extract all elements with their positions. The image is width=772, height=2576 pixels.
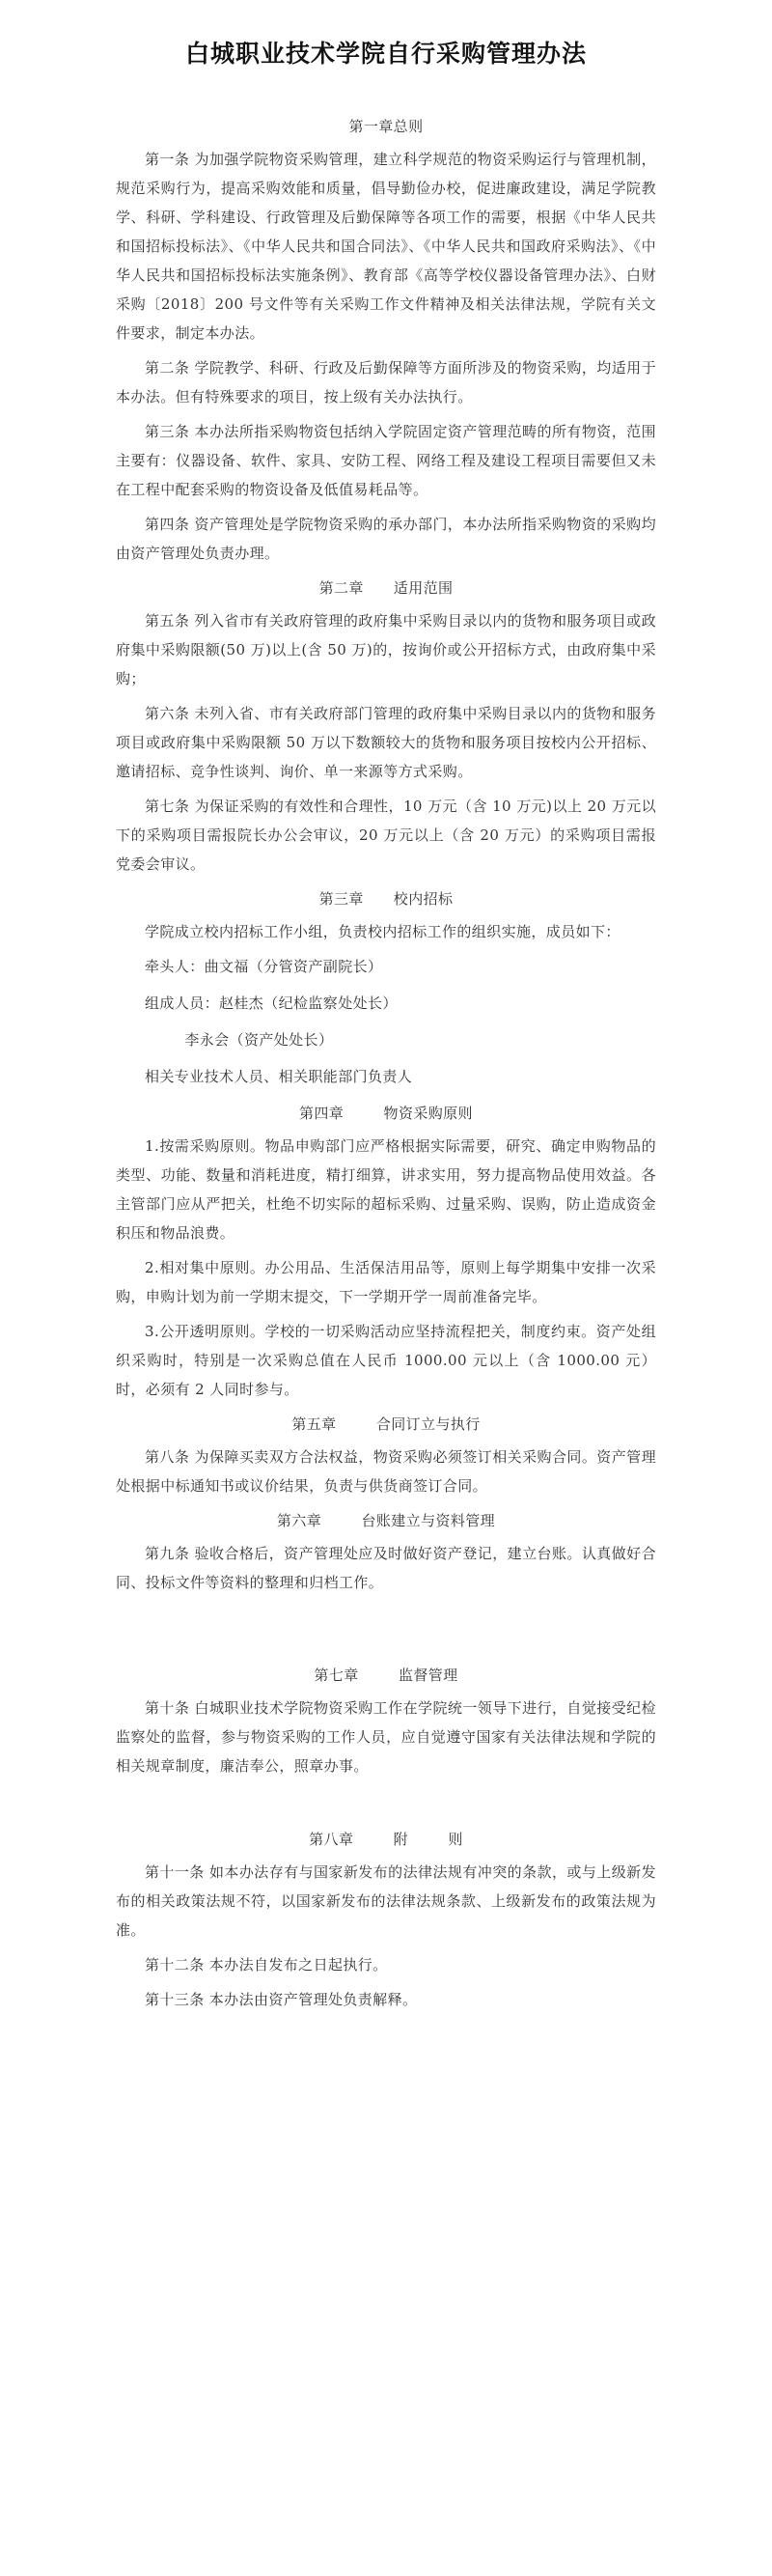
- chapter-heading-3: 第三章 校内招标: [318, 890, 454, 908]
- chapter-heading-2: 第二章 适用范围: [318, 579, 454, 597]
- chapter-heading-1: 第一章总则: [348, 118, 424, 135]
- principle-3: 3.公开透明原则。学校的一切采购活动应坚持流程把关，制度约束。资产处组织采购时，特别是一次采购总值在人民币 1000.00 元以上（含 1000.00 元）时，必须有 2 人同时参与。: [116, 1323, 656, 1398]
- article-8: 第八条 为保障买卖双方合法权益，物资采购必须签订相关采购合同。资产管理处根据中标通知书或议价结果，负责与供货商签订合同。: [116, 1448, 656, 1495]
- article-12: 第十二条 本办法自发布之日起执行。: [145, 1956, 388, 1974]
- article-11: 第十一条 如本办法存有与国家新发布的法律法规有冲突的条款，或与上级新发布的相关政策法规不符，以国家新发布的法律法规条款、上级新发布的政策法规为准。: [116, 1863, 656, 1939]
- chapter-heading-7: 第七章 监督管理: [314, 1666, 458, 1684]
- document-body: [116, 112, 656, 2014]
- article-3: 第三条 本办法所指采购物资包括纳入学院固定资产管理范畴的所有物资，范围主要有：仪器设备、软件、家具、安防工程、网络工程及建设工程项目需要但又未在工程中配套采购的物资设备及低值易耗品等。: [116, 423, 656, 498]
- ch3-staff: 相关专业技术人员、相关职能部门负责人: [145, 1068, 413, 1085]
- document-title: 白城职业技术学院自行采购管理办法: [184, 40, 587, 68]
- article-5: 第五条 列入省市有关政府管理的政府集中采购目录以内的货物和服务项目或政府集中采购限额(50 万)以上(含 50 万)的，按询价或公开招标方式，由政府集中采购；: [116, 612, 656, 687]
- chapter-heading-4: 第四章 物资采购原则: [299, 1105, 473, 1122]
- spacer: [116, 1786, 656, 1821]
- article-7: 第七条 为保证采购的有效性和合理性，10 万元（含 10 万元)以上 20 万元以下的采购项目需报院长办公会审议，20 万元以上（含 20 万元）的采购项目需报党委会审议。: [116, 798, 656, 873]
- principle-1: 1.按需采购原则。物品申购部门应严格根据实际需要，研究、确定申购物品的类型、功能、数量和消耗进度，精打细算，讲求实用，努力提高物品使用效益。各主管部门应从严把关，杜绝不切实际的超标采购、过量采购、误购，防止造成资金积压和物品浪费。: [116, 1137, 656, 1242]
- ch3-members: 组成人员：赵桂杰（纪检监察处处长）: [145, 994, 398, 1012]
- spacer: [116, 1603, 656, 1657]
- article-9: 第九条 验收合格后，资产管理处应及时做好资产登记，建立台账。认真做好合同、投标文件等资料的整理和归档工作。: [116, 1545, 656, 1591]
- ch3-intro: 学院成立校内招标工作小组，负责校内招标工作的组织实施，成员如下：: [145, 923, 620, 940]
- article-10: 第十条 白城职业技术学院物资采购工作在学院统一领导下进行，自觉接受纪检监察处的监督，参与物资采购的工作人员，应自觉遵守国家有关法律法规和学院的相关规章制度，廉洁奉公，照章办事。: [116, 1699, 656, 1775]
- principle-2: 2.相对集中原则。办公用品、生活保洁用品等，原则上每学期集中安排一次采购，申购计划为前一学期末提交，下一学期开学一周前准备完毕。: [116, 1259, 656, 1305]
- article-13: 第十三条 本办法由资产管理处负责解释。: [145, 1991, 418, 2008]
- chapter-heading-5: 第五章 合同订立与执行: [291, 1415, 481, 1433]
- chapter-heading-6: 第六章 台账建立与资料管理: [276, 1512, 496, 1529]
- ch3-leader: 牵头人：曲文福（分管资产副院长）: [145, 958, 383, 975]
- chapter-heading-8: 第八章 附 则: [309, 1831, 463, 1848]
- article-1: 第一条 为加强学院物资采购管理，建立科学规范的物资采购运行与管理机制，规范采购行为，提高采购效能和质量，倡导勤俭办校，促进廉政建设，满足学院教学、科研、学科建设、行政管理及后勤保障等各项工作的需要，根据《中华人民共和国招标投标法》、《中华人民共和国合同法》、《中华人民共和国政府采购法》、《中华人民共和国招标投标法实施条例》、教育部《高等学校仪器设备管理办法》、白财采购〔2018〕200 号文件等有关采购工作文件精神及相关法律法规，学院有关文件要求，制定本办法。: [116, 151, 656, 342]
- article-4: 第四条 资产管理处是学院物资采购的承办部门，本办法所指采购物资的采购均由资产管理处负责办理。: [116, 516, 656, 562]
- ch3-member-2: 李永会（资产处处长）: [145, 1031, 334, 1049]
- article-2: 第二条 学院教学、科研、行政及后勤保障等方面所涉及的物资采购，均适用于本办法。但有特殊要求的项目，按上级有关办法执行。: [116, 359, 656, 406]
- article-6: 第六条 未列入省、市有关政府部门管理的政府集中采购目录以内的货物和服务项目或政府集中采购限额 50 万以下数额较大的货物和服务项目按校内公开招标、邀请招标、竞争性谈判、询价、单一来源等方式采购。: [116, 705, 656, 780]
